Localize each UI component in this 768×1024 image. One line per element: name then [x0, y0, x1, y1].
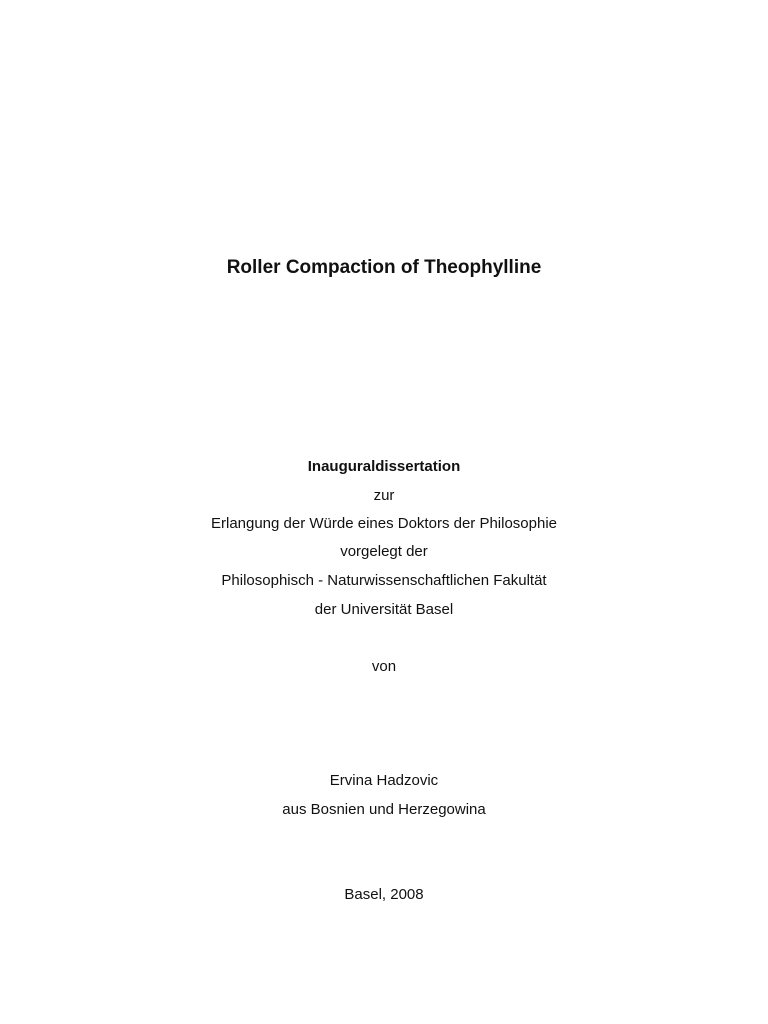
dissertation-label: Inauguraldissertation: [307, 458, 461, 475]
purpose-line-faculty: Philosophisch - Naturwissenschaftlichen Fakultät: [221, 572, 547, 589]
purpose-line-zur: zur: [373, 487, 395, 504]
author-origin: aus Bosnien und Herzegowina: [282, 801, 486, 818]
place-and-date: Basel, 2008: [344, 886, 424, 903]
purpose-line-degree: Erlangung der Würde eines Doktors der Philosophie: [210, 515, 558, 532]
purpose-line-submitted: vorgelegt der: [340, 543, 428, 560]
purpose-line-university: der Universität Basel: [314, 601, 454, 618]
thesis-title: Roller Compaction of Theophylline: [226, 257, 542, 278]
by-label: von: [371, 658, 397, 675]
author-name: Ervina Hadzovic: [329, 772, 439, 789]
